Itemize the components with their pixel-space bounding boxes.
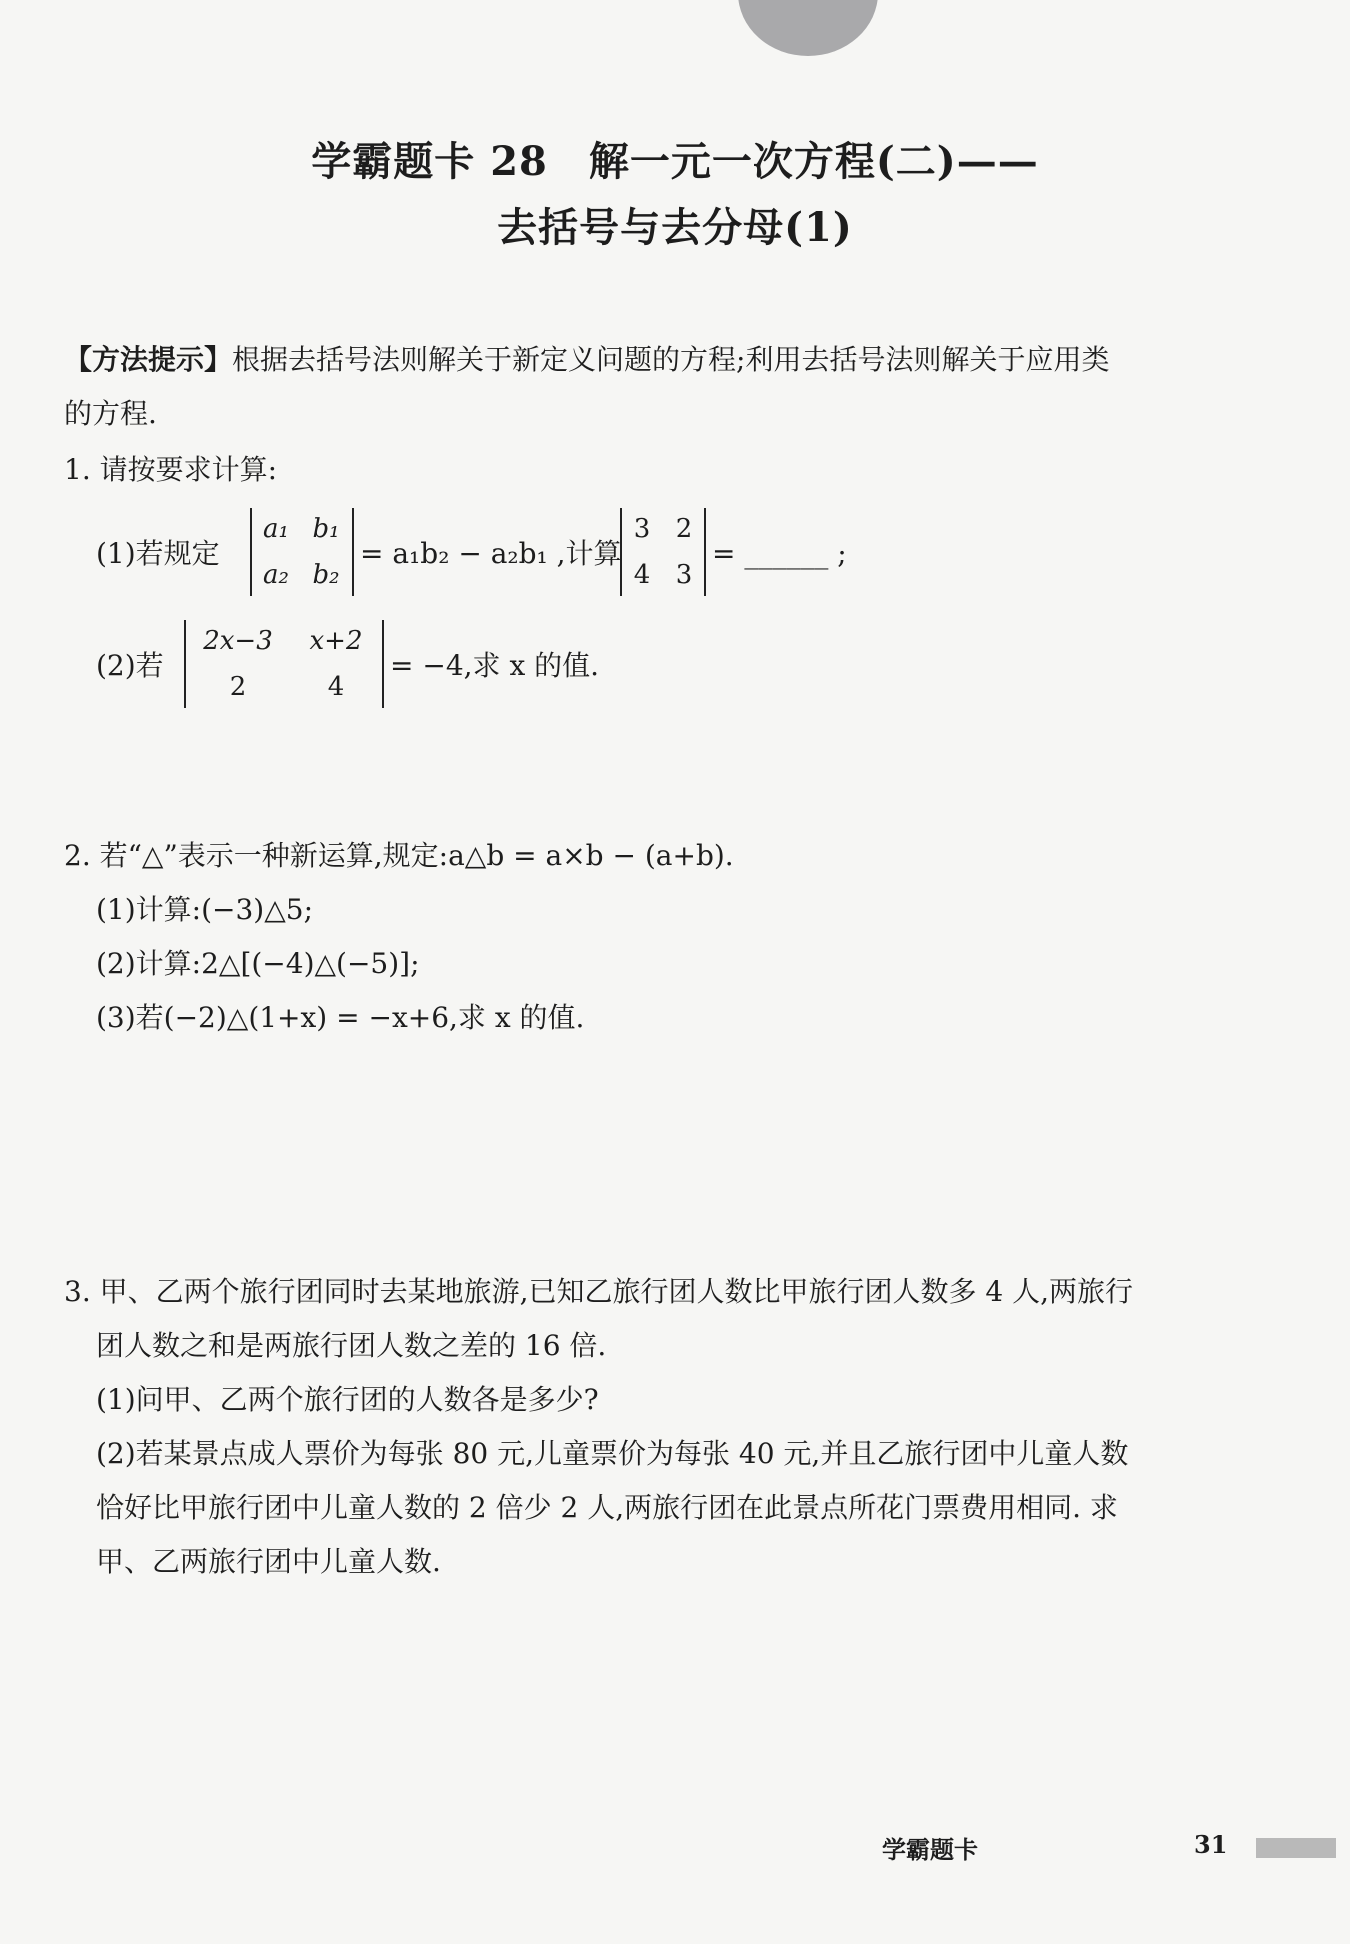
question-3-part-2-cont: 恰好比甲旅行团中儿童人数的 2 倍少 2 人,两旅行团在此景点所花门票费用相同. 求 (96, 1491, 1118, 1524)
det-cell: a₂ (263, 560, 289, 590)
det-cell: a₁ (263, 514, 289, 544)
question-3-stem: 3. 甲、乙两个旅行团同时去某地旅游,已知乙旅行团人数比甲旅行团人数多 4 人,两旅行 (64, 1275, 1134, 1308)
det-cell: x+2 (309, 626, 363, 656)
question-2-part-2: (2)计算:2△[(−4)△(−5)]; (96, 947, 420, 980)
det-cell: 3 (675, 560, 693, 590)
answer-blank: = ______ ; (712, 537, 847, 570)
page-tab-decoration (738, 0, 878, 56)
question-3-part-2-cont: 甲、乙两旅行团中儿童人数. (96, 1545, 441, 1578)
det-cell: 2 (229, 672, 247, 702)
det-cell: 2x−3 (203, 626, 273, 656)
page-title: 学霸题卡 28 解一元一次方程(二)—— (311, 138, 1039, 185)
determinant-definition (250, 508, 354, 596)
question-1-part-2-prefix: (2)若 (96, 649, 164, 682)
page-number: 31 (1194, 1830, 1228, 1859)
det-cell: b₂ (312, 560, 340, 590)
question-2-part-3: (3)若(−2)△(1+x) = −x+6,求 x 的值. (96, 1001, 585, 1034)
question-1-stem: 1. 请按要求计算: (64, 453, 278, 486)
det-cell: 3 (633, 514, 651, 544)
question-2-part-1: (1)计算:(−3)△5; (96, 893, 314, 926)
question-1-part-1-prefix: (1)若规定 (96, 537, 220, 570)
determinant-numeric (620, 508, 706, 596)
det-cell: b₁ (312, 514, 340, 544)
method-tip-text-cont: 的方程. (64, 397, 157, 430)
question-1-part-2-suffix: = −4,求 x 的值. (390, 649, 600, 682)
question-3-part-2: (2)若某景点成人票价为每张 80 元,儿童票价为每张 40 元,并且乙旅行团中儿童人数 (96, 1437, 1129, 1470)
question-3-part-1: (1)问甲、乙两个旅行团的人数各是多少? (96, 1383, 599, 1416)
method-tip (64, 340, 1109, 380)
question-2-stem: 2. 若“△”表示一种新运算,规定:a△b = a×b − (a+b). (64, 839, 734, 872)
page-subtitle: 去括号与去分母(1) (497, 204, 853, 251)
footer-bar-decoration (1256, 1838, 1336, 1858)
question-3-stem-cont: 团人数之和是两旅行团人数之差的 16 倍. (96, 1329, 607, 1362)
question-1-part-1-definition: = a₁b₂ − a₂b₁ ,计算 (360, 537, 622, 570)
method-tip-text: 根据去括号法则解关于新定义问题的方程;利用去括号法则解关于应用类 (232, 343, 1110, 376)
method-tip-label: 【方法提示】 (64, 343, 233, 376)
determinant-equation (184, 620, 384, 708)
footer-label: 学霸题卡 (882, 1836, 978, 1864)
det-cell: 4 (633, 560, 651, 590)
det-cell: 2 (675, 514, 693, 544)
det-cell: 4 (327, 672, 345, 702)
